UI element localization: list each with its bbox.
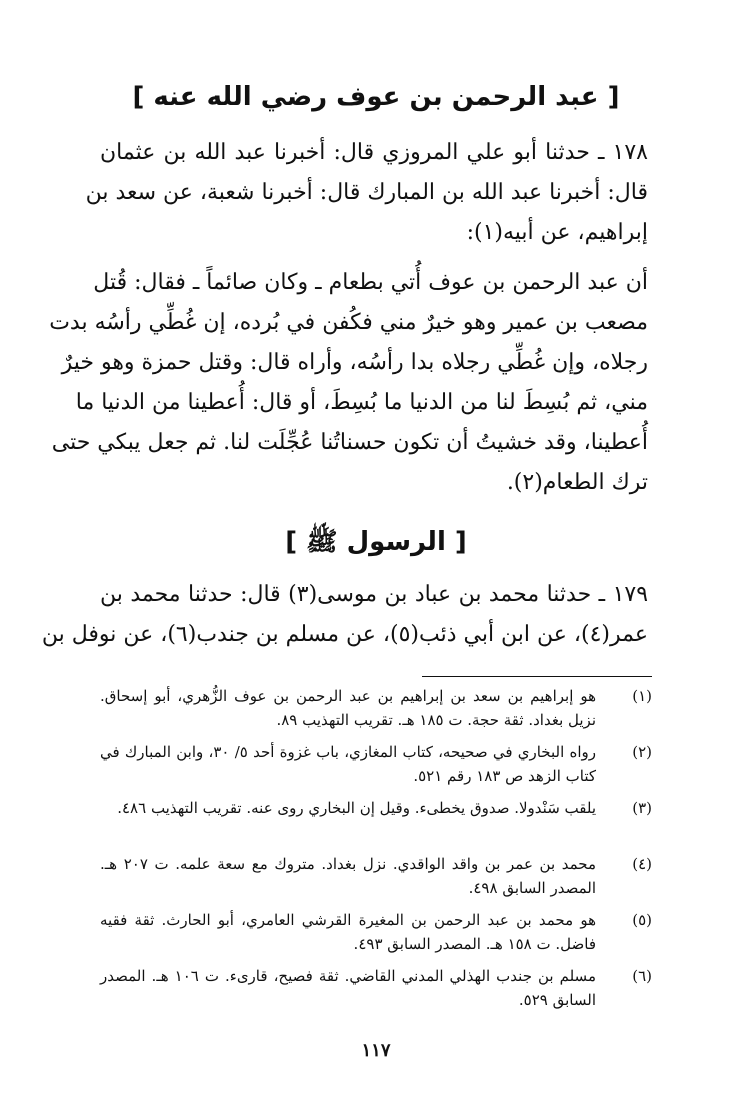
footnote-3 (100, 796, 652, 820)
footnote-1-text: هو إبراهيم بن سعد بن إبراهيم بن عبد الرحمن بن عوف الزُّهري، أبو إسحاق. نزيل بغداد. ثقة حجة. ت ١٨٥ هـ. تقريب التهذيب ٨٩. (100, 687, 596, 729)
footnote-4-text: محمد بن عمر بن واقد الواقدي. نزل بغداد. متروك مع سعة علمه. ت ٢٠٧ هـ. المصدر السابق ٤٩٨. (100, 855, 597, 897)
footnote-3-text: يلقب سَنْدولا. صدوق يخطىء. وقيل إن البخاري روى عنه. تقريب التهذيب ٤٨٦. (117, 799, 596, 817)
narration-line-6: ترك الطعام(٢). (506, 470, 648, 495)
hadith-178-line-2: قال: أخبرنا عبد الله بن المبارك قال: أخبرنا شعبة، عن سعد بن (85, 180, 648, 205)
footnote-1-number: (١) (632, 687, 652, 705)
narration-line-1: أن عبد الرحمن بن عوف أُتي بطعام ـ وكان صائماً ـ فقال: قُتل (93, 270, 648, 295)
narration-line-2: مصعب بن عمير وهو خيرٌ مني فكُفن في بُرده، إن غُطِّي رأسُه بدت (49, 310, 648, 335)
narration-line-3: رجلاه، وإن غُطِّي رجلاه بدا رأسُه، وأراه قال: وقتل حمزة وهو خيرٌ (61, 350, 648, 375)
footnote-1 (100, 684, 652, 732)
footnote-2-text: رواه البخاري في صحيحه، كتاب المغازي، باب غزوة أحد ٥/ ٣٠، وابن المبارك في كتاب الزهد ص ١٨٣ رقم ٥٢١. (100, 743, 597, 785)
footnote-5-text: هو محمد بن عبد الرحمن بن المغيرة القرشي العامري، أبو الحارث. ثقة فقيه فاضل. ت ١٥٨ هـ. المصدر السابق ٤٩٣. (100, 911, 596, 953)
footnote-5 (100, 908, 652, 956)
footnote-6-number: (٦) (632, 967, 652, 985)
hadith-178-line-1: ١٧٨ ـ حدثنا أبو علي المروزي قال: أخبرنا عبد الله بن عثمان (100, 140, 648, 165)
footnote-4 (100, 852, 652, 900)
narration-line-4: مني، ثم بُسِطَ لنا من الدنيا ما بُسِطَ، أو قال: أُعطينا من الدنيا ما (75, 390, 648, 415)
hadith-178-line-3: إبراهيم، عن أبيه(١): (466, 220, 648, 245)
narration-line-5: أُعطينا، وقد خشيتُ أن تكون حسناتُنا عُجِّلَت لنا. ثم جعل يبكي حتى (51, 430, 648, 455)
hadith-179-line-1: ١٧٩ ـ حدثنا محمد بن عباد بن موسى(٣) قال: حدثنا محمد بن (100, 582, 649, 607)
footnote-6-text: مسلم بن جندب الهذلي المدني القاضي. ثقة فصيح، قارىء. ت ١٠٦ هـ. المصدر السابق ٥٢٩. (100, 967, 596, 1009)
footnote-5-number: (٥) (632, 911, 652, 929)
section-heading-prophet: [ الرسول ﷺ ] (285, 527, 467, 557)
footnote-2 (100, 740, 652, 788)
hadith-179-line-2: عمر(٤)، عن ابن أبي ذئب(٥)، عن مسلم بن جندب(٦)، عن نوفل بن (41, 622, 648, 647)
footnote-2-number: (٢) (632, 743, 652, 761)
page-number: ١١٧ (361, 1040, 391, 1061)
section-heading-abdulrahman: [ عبد الرحمن بن عوف رضي الله عنه ] (132, 82, 620, 112)
footnote-separator (422, 676, 652, 677)
footnote-6 (100, 964, 652, 1012)
footnote-4-number: (٤) (632, 855, 652, 873)
footnote-3-number: (٣) (632, 799, 652, 817)
